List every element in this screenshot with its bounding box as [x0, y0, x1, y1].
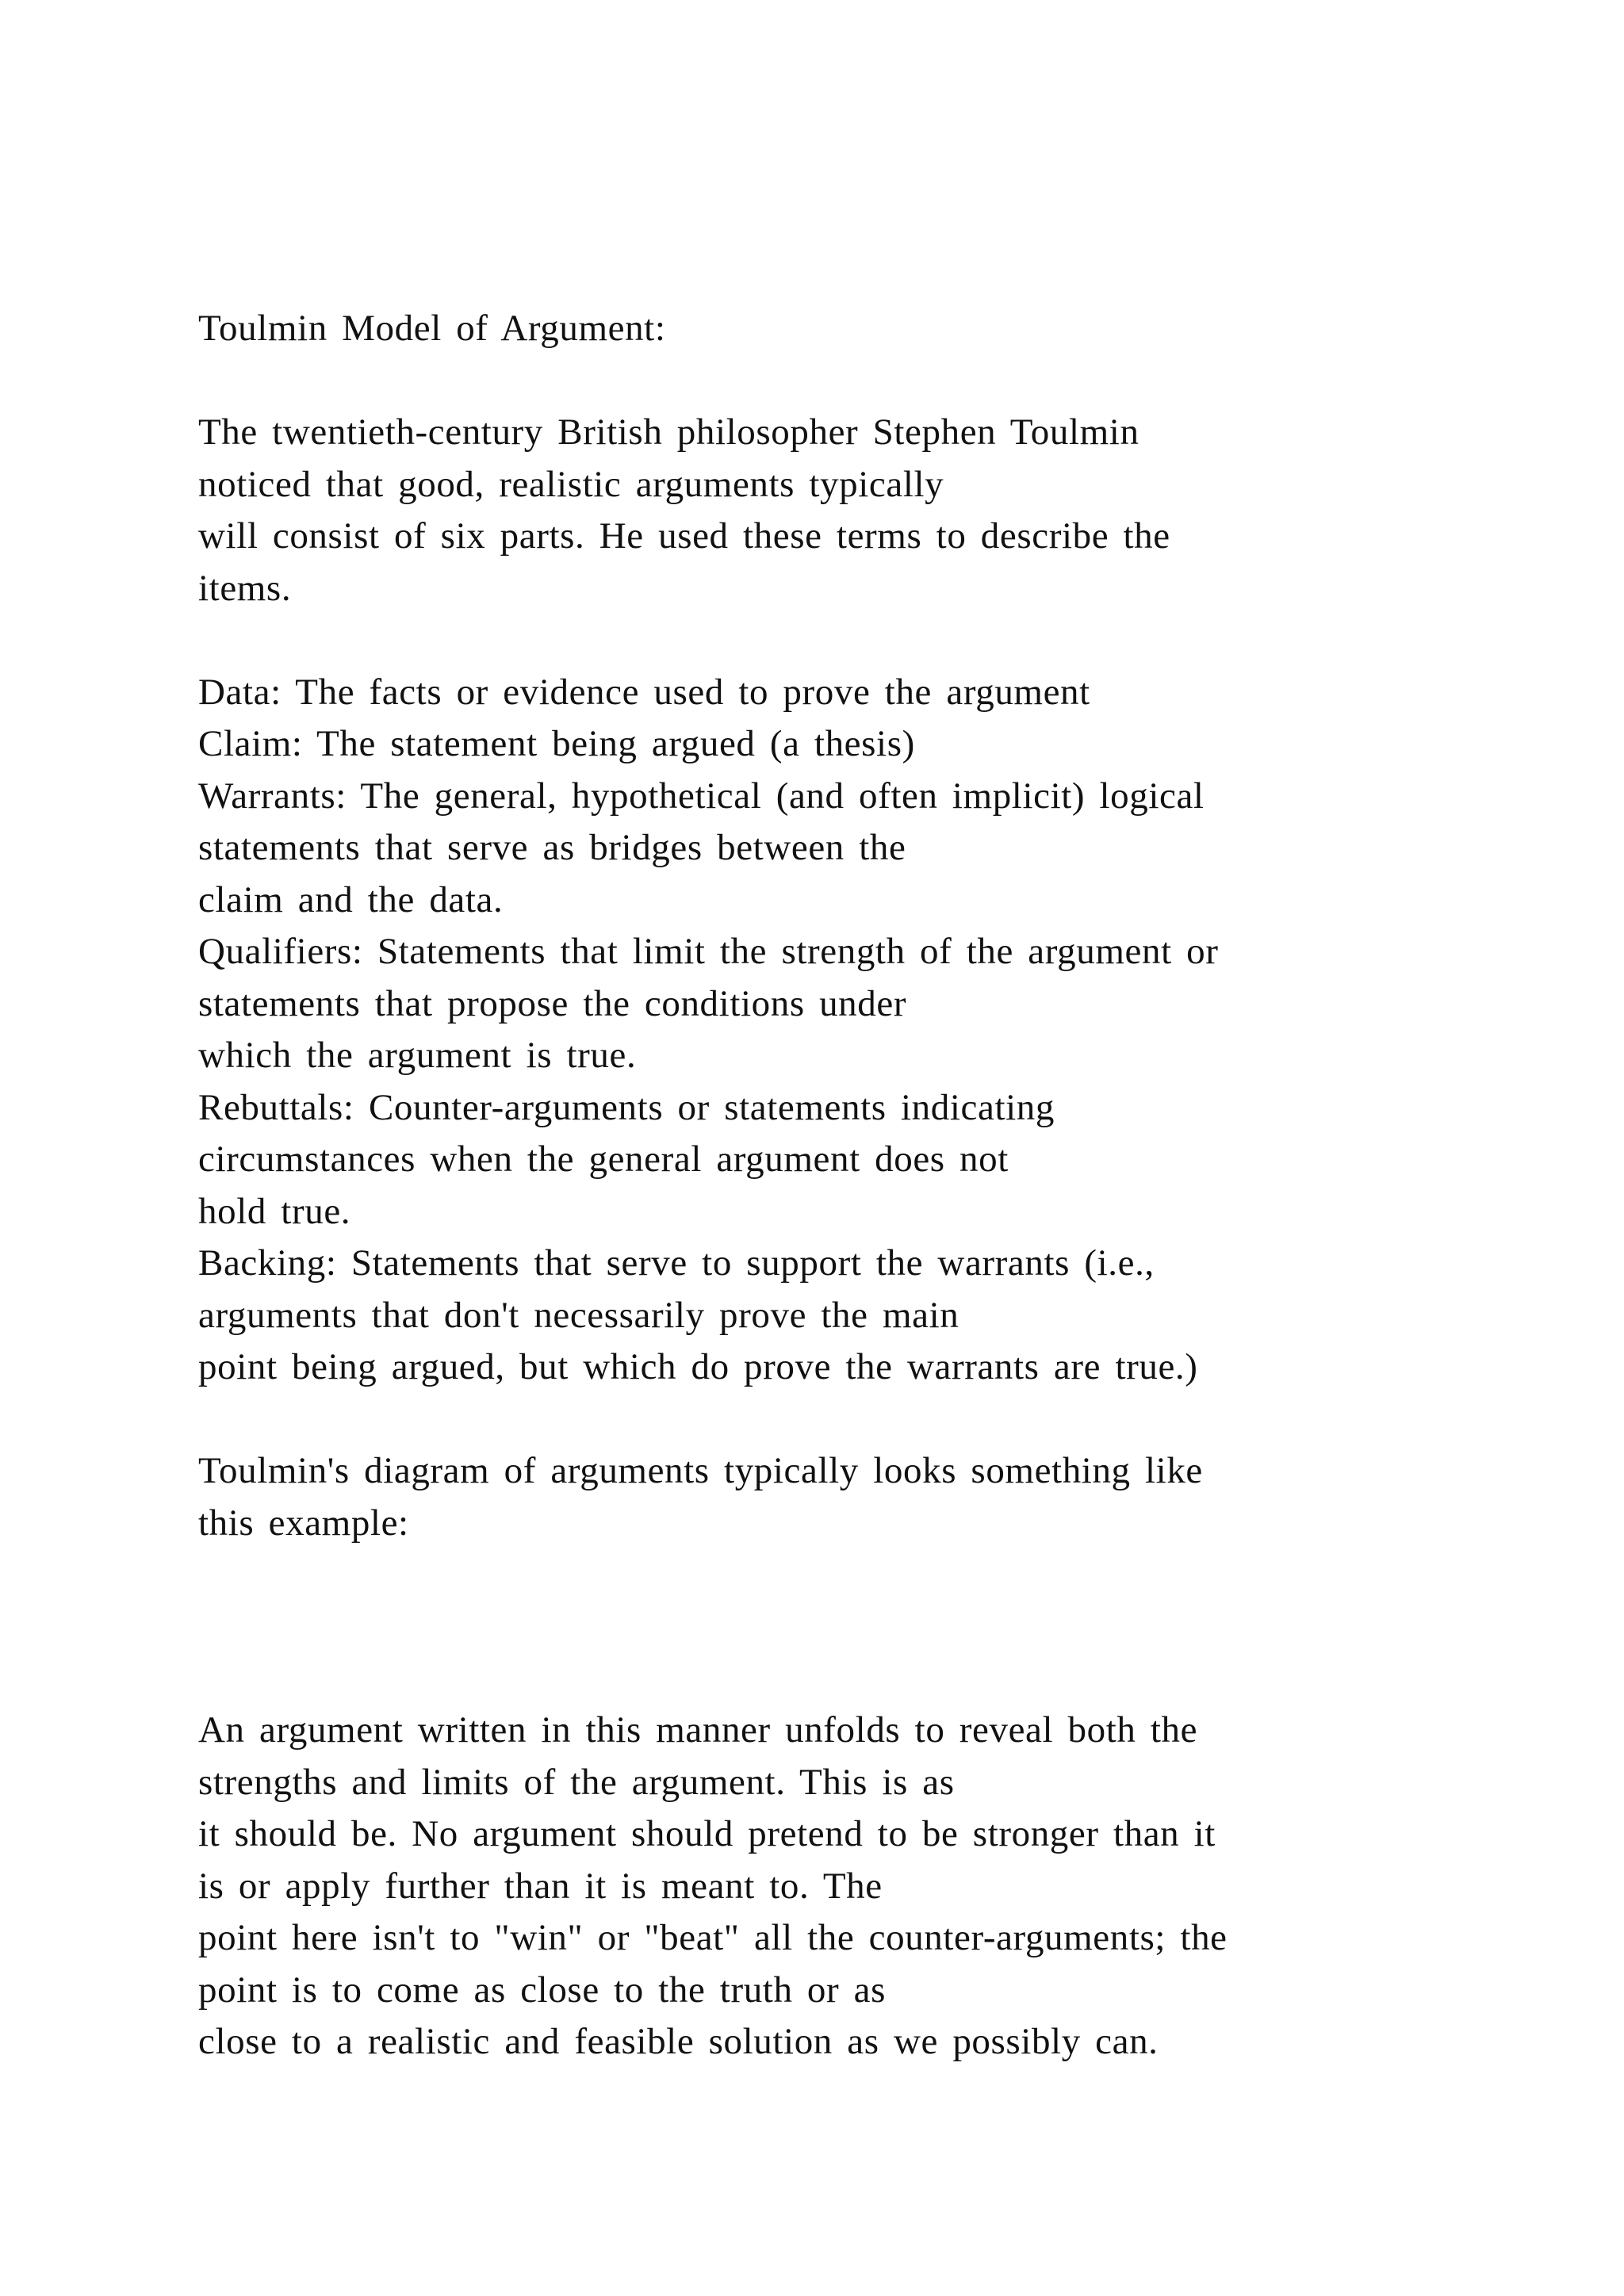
conclusion-paragraph: [198, 1705, 1546, 2068]
conclusion-line: close to a realistic and feasible solution as we possibly can.: [198, 2021, 1159, 2062]
conclusion-line: it should be. No argument should pretend to be stronger than it: [198, 1813, 1216, 1854]
intro-line: will consist of six parts. He used these terms to describe the: [198, 515, 1170, 557]
paragraph-spacer: [198, 1394, 1546, 1446]
definition-warrants: Warrants: The general, hypothetical (and often implicit) logical: [198, 775, 1205, 817]
diagram-intro-line: this example:: [198, 1502, 409, 1544]
definition-backing: Backing: Statements that serve to support the warrants (i.e.,: [198, 1242, 1155, 1284]
definition-qualifiers-cont: which the argument is true.: [198, 1035, 637, 1076]
definition-rebuttals-cont: circumstances when the general argument does not: [198, 1138, 1009, 1180]
definition-warrants-cont: statements that serve as bridges between the: [198, 827, 906, 868]
conclusion-line: is or apply further than it is meant to. The: [198, 1865, 883, 1907]
paragraph-spacer: [198, 614, 1546, 667]
definition-data: Data: The facts or evidence used to prove the argument: [198, 671, 1090, 713]
conclusion-line: strengths and limits of the argument. This is as: [198, 1761, 955, 1803]
conclusion-line: An argument written in this manner unfolds to reveal both the: [198, 1709, 1198, 1751]
intro-line: items.: [198, 567, 292, 609]
definition-claim: Claim: The statement being argued (a thesis): [198, 723, 915, 764]
definition-warrants-cont: claim and the data.: [198, 878, 504, 920]
paragraph-spacer: [198, 355, 1546, 408]
intro-paragraph: [198, 407, 1546, 614]
definition-qualifiers: Qualifiers: Statements that limit the strength of the argument or: [198, 931, 1219, 972]
definition-qualifiers-cont: statements that propose the conditions under: [198, 982, 907, 1024]
definition-rebuttals-cont: hold true.: [198, 1190, 351, 1232]
diagram-placeholder-space: [198, 1549, 1546, 1705]
definition-backing-cont: point being argued, but which do prove the warrants are true.): [198, 1346, 1198, 1387]
definitions-list: [198, 667, 1546, 1394]
definition-rebuttals: Rebuttals: Counter-arguments or statements indicating: [198, 1086, 1055, 1128]
intro-line: noticed that good, realistic arguments typically: [198, 463, 944, 505]
diagram-intro-line: Toulmin's diagram of arguments typically looks something like: [198, 1450, 1203, 1491]
definition-backing-cont: arguments that don't necessarily prove the main: [198, 1294, 959, 1336]
document-body: [198, 303, 1546, 2068]
intro-line: The twentieth-century British philosopher Stephen Toulmin: [198, 411, 1139, 453]
document-title: Toulmin Model of Argument:: [198, 308, 666, 349]
diagram-intro-paragraph: [198, 1445, 1546, 1549]
conclusion-line: point here isn't to "win" or "beat" all the counter-arguments; the: [198, 1917, 1228, 1958]
conclusion-line: point is to come as close to the truth or as: [198, 1969, 886, 2011]
